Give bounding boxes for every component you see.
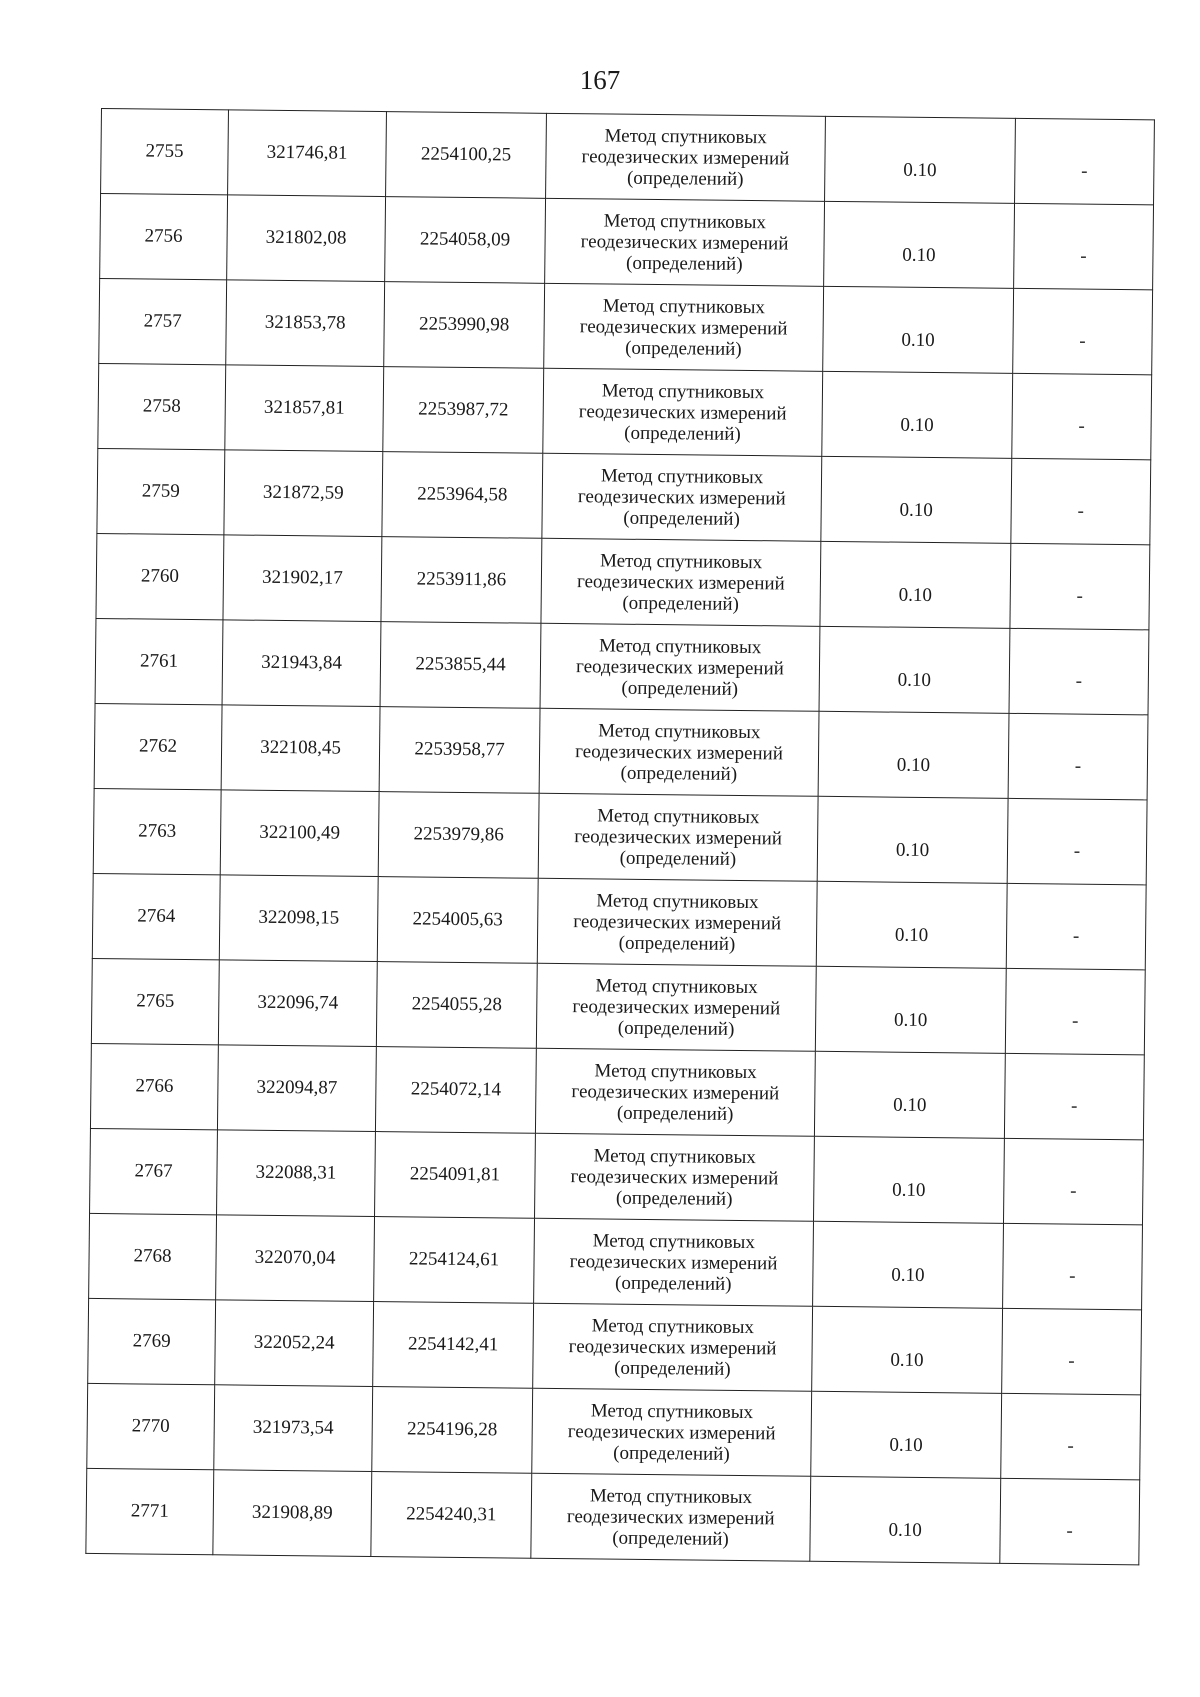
method-line: геодезических измерений [567,1420,776,1444]
y-coordinate-cell: 2253855,44 [380,622,541,709]
description-value: - [1071,1010,1079,1032]
method-line: (определений) [625,337,742,360]
method-line: Метод спутниковых [600,464,764,488]
description-cell [1008,713,1148,799]
description-value: - [1074,755,1082,777]
accuracy-value: 0.10 [897,669,932,692]
accuracy-cell [823,286,1014,373]
method-cell [538,793,818,881]
x-coordinate-cell: 322098,15 [219,875,378,962]
description-value: - [1072,925,1080,947]
description-cell [1012,373,1152,459]
method-line: Метод спутниковых [594,1059,757,1083]
method-cell [542,453,822,541]
method-line: Метод спутниковых [597,804,760,828]
point-number-cell: 2771 [86,1468,214,1554]
accuracy-cell [819,626,1010,713]
description-value: - [1080,245,1087,267]
method-line: Метод спутниковых [595,974,758,998]
method-line: геодезических измерений [573,910,782,934]
accuracy-value: 0.10 [894,924,929,946]
method-cell [532,1388,812,1476]
method-line: геодезических измерений [574,825,783,849]
point-number-cell: 2755 [101,109,229,195]
method-line: геодезических измерений [566,1505,775,1529]
method-line: (определений) [620,762,738,785]
x-coordinate-cell: 321872,59 [224,450,383,537]
y-coordinate-cell: 2253987,72 [383,367,544,454]
accuracy-cell [811,1391,1002,1478]
description-cell [1014,203,1154,289]
method-cell [537,878,817,966]
table-row [90,1043,1144,1139]
method-line: (определений) [624,422,741,445]
accuracy-value: 0.10 [900,414,934,437]
x-coordinate-cell: 321908,89 [213,1470,372,1557]
method-cell [531,1473,811,1561]
method-line: (определений) [622,592,740,615]
method-line: геодезических измерений [569,1250,778,1274]
description-cell [1003,1138,1143,1224]
table-row [94,703,1148,799]
description-cell [1013,288,1153,374]
method-cell [544,283,824,371]
x-coordinate-cell: 321943,84 [222,620,381,707]
method-cell [535,1133,815,1221]
x-coordinate-cell: 322100,49 [220,790,379,877]
y-coordinate-cell: 2253958,77 [379,707,540,794]
method-line: (определений) [617,1017,735,1040]
point-number-cell: 2764 [92,873,220,959]
table-row [90,1128,1144,1224]
x-coordinate-cell: 322052,24 [215,1300,374,1387]
table-row [91,958,1145,1054]
point-number-cell: 2757 [99,278,227,364]
accuracy-cell [813,1136,1004,1223]
description-value: - [1078,415,1085,437]
accuracy-value: 0.10 [893,1009,928,1031]
method-line: Метод спутниковых [604,124,767,148]
accuracy-cell [825,116,1016,203]
point-number-cell: 2768 [89,1213,217,1299]
x-coordinate-cell: 322096,74 [218,960,377,1047]
description-value: - [1075,670,1083,692]
method-line: (определений) [614,1272,732,1295]
description-cell [1011,458,1151,544]
accuracy-cell [821,456,1012,543]
point-number-cell: 2769 [88,1298,216,1384]
method-line: Метод спутниковых [598,719,761,743]
description-value: - [1068,1350,1075,1372]
point-number-cell: 2763 [93,788,221,874]
method-line: геодезических измерений [575,655,784,679]
method-line: геодезических измерений [581,145,790,169]
description-cell [1009,628,1149,714]
table-row [95,618,1149,714]
y-coordinate-cell: 2254091,81 [375,1132,536,1219]
x-coordinate-cell: 322070,04 [216,1215,375,1302]
table-row [93,788,1147,884]
method-line: Метод спутниковых [590,1399,754,1423]
description-value: - [1073,840,1081,862]
description-value: - [1077,500,1084,522]
method-line: геодезических измерений [572,995,781,1019]
x-coordinate-cell: 321853,78 [226,280,385,367]
accuracy-value: 0.10 [890,1349,924,1371]
description-value: - [1081,160,1088,182]
method-line: (определений) [619,847,737,870]
accuracy-value: 0.10 [893,1094,927,1116]
table-row [98,363,1152,459]
method-cell [540,623,820,711]
y-coordinate-cell: 2253911,86 [381,537,542,624]
method-line: геодезических измерений [575,740,784,764]
table-row [86,1468,1140,1564]
method-line: (определений) [613,1442,730,1465]
accuracy-cell [813,1221,1004,1308]
point-number-cell: 2767 [90,1128,218,1214]
accuracy-value: 0.10 [898,584,933,607]
description-value: - [1070,1180,1077,1202]
y-coordinate-cell: 2254124,61 [374,1217,535,1304]
method-line: Метод спутниковых [592,1229,756,1253]
table-row [101,109,1155,205]
point-number-cell: 2761 [95,618,223,704]
accuracy-cell [816,881,1007,968]
accuracy-cell [810,1476,1001,1563]
table-row [100,194,1154,290]
x-coordinate-cell: 321857,81 [225,365,384,452]
method-cell [543,368,823,456]
method-line: Метод спутниковых [602,294,766,318]
y-coordinate-cell: 2254055,28 [376,962,537,1049]
x-coordinate-cell: 321973,54 [214,1385,373,1472]
table-row [88,1298,1142,1394]
method-cell [536,963,816,1051]
description-cell [1010,543,1150,629]
method-line: Метод спутниковых [599,549,763,573]
method-cell [533,1303,813,1391]
accuracy-value: 0.10 [895,839,930,862]
x-coordinate-cell: 322088,31 [217,1130,376,1217]
y-coordinate-cell: 2253964,58 [382,452,543,539]
description-value: - [1067,1435,1074,1457]
description-cell [1005,968,1145,1054]
y-coordinate-cell: 2253979,86 [378,792,539,879]
method-line: (определений) [612,1527,729,1550]
description-value: - [1076,585,1084,607]
method-line: (определений) [618,932,736,955]
description-cell [1015,118,1155,204]
method-line: геодезических измерений [579,315,788,339]
x-coordinate-cell: 321902,17 [223,535,382,622]
table-row [96,533,1150,629]
description-cell [1003,1223,1143,1309]
method-line: геодезических измерений [568,1335,777,1359]
method-line: Метод спутниковых [598,634,762,658]
method-line: (определений) [621,677,739,700]
table-row [87,1383,1141,1479]
method-line: Метод спутниковых [603,209,767,233]
method-line: геодезических измерений [570,1165,779,1189]
method-line: геодезических измерений [580,230,789,254]
method-line: Метод спутниковых [591,1314,755,1338]
point-number-cell: 2759 [97,448,225,534]
method-cell [534,1218,814,1306]
accuracy-value: 0.10 [899,499,933,522]
method-line: Метод спутниковых [596,889,759,913]
table-row [99,278,1153,374]
method-line: (определений) [623,507,740,530]
y-coordinate-cell: 2253990,98 [384,282,545,369]
coordinates-table-wrapper [85,108,1154,1565]
description-cell [1001,1393,1141,1479]
point-number-cell: 2760 [96,533,224,619]
accuracy-cell [820,541,1011,628]
point-number-cell: 2766 [90,1043,218,1129]
accuracy-value: 0.10 [903,159,937,182]
point-number-cell: 2758 [98,363,226,449]
accuracy-cell [812,1306,1003,1393]
accuracy-value: 0.10 [888,1519,922,1541]
method-line: Метод спутниковых [601,379,765,403]
method-cell [541,538,821,626]
description-value: - [1069,1265,1076,1287]
accuracy-value: 0.10 [892,1179,926,1201]
accuracy-cell [818,711,1009,798]
accuracy-value: 0.10 [889,1434,923,1456]
y-coordinate-cell: 2254072,14 [375,1047,536,1134]
accuracy-cell [814,1051,1005,1138]
page-number: 167 [579,65,621,95]
description-cell [1002,1308,1142,1394]
accuracy-value: 0.10 [896,754,931,777]
x-coordinate-cell: 321746,81 [228,110,387,197]
point-number-cell: 2762 [94,703,222,789]
description-cell [1007,798,1147,884]
y-coordinate-cell: 2254005,63 [377,877,538,964]
table-row [97,448,1151,544]
point-number-cell: 2756 [100,194,228,280]
method-line: Метод спутниковых [589,1484,753,1508]
x-coordinate-cell: 321802,08 [227,195,386,282]
method-cell [546,113,826,201]
accuracy-value: 0.10 [902,244,936,267]
method-cell [539,708,819,796]
accuracy-value: 0.10 [891,1264,925,1286]
point-number-cell: 2770 [87,1383,215,1469]
description-cell [1006,883,1146,969]
coordinates-table [85,108,1155,1565]
method-line: геодезических измерений [576,570,785,594]
x-coordinate-cell: 322108,45 [221,705,380,792]
method-line: геодезических измерений [577,485,786,509]
y-coordinate-cell: 2254058,09 [385,197,546,284]
y-coordinate-cell: 2254196,28 [372,1387,533,1474]
accuracy-cell [817,796,1008,883]
accuracy-cell [815,966,1006,1053]
method-line: геодезических измерений [571,1080,780,1104]
method-line: (определений) [614,1357,731,1380]
method-line: Метод спутниковых [593,1144,756,1168]
table-row [89,1213,1143,1309]
accuracy-cell [822,371,1013,458]
description-cell [1000,1478,1140,1564]
method-line: (определений) [616,1102,734,1125]
method-line: (определений) [625,252,743,275]
coordinates-table-body [86,109,1155,1565]
description-value: - [1070,1095,1078,1117]
method-cell [535,1048,815,1136]
y-coordinate-cell: 2254142,41 [373,1302,534,1389]
x-coordinate-cell: 322094,87 [217,1045,376,1132]
y-coordinate-cell: 2254100,25 [386,112,547,199]
method-line: (определений) [615,1187,733,1210]
description-value: - [1079,330,1086,352]
accuracy-cell [824,201,1015,288]
method-line: геодезических измерений [578,400,787,424]
point-number-cell: 2765 [91,958,219,1044]
description-value: - [1066,1520,1073,1542]
method-line: (определений) [626,167,744,190]
table-row [92,873,1146,969]
method-cell [545,198,825,286]
y-coordinate-cell: 2254240,31 [371,1472,532,1559]
description-cell [1004,1053,1144,1139]
accuracy-value: 0.10 [901,329,935,352]
